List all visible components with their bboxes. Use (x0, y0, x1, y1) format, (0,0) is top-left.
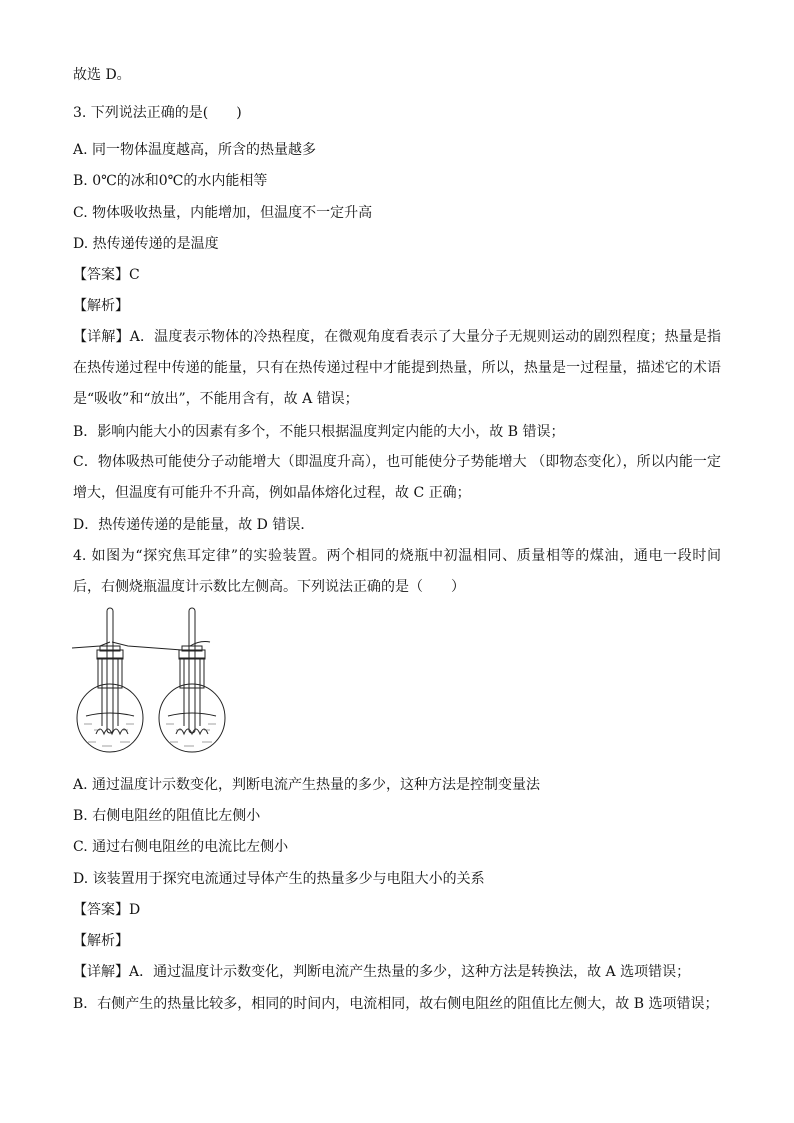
question-3-answer (73, 266, 140, 284)
question-3-option-a: A. 同一物体温度越高，所含的热量越多 (73, 142, 317, 158)
question-4-option-a: A. 通过温度计示数变化，判断电流产生热量的多少，这种方法是控制变量法 (73, 777, 541, 793)
question-4-stem: 4. 如图为“探究焦耳定律”的实验装置。两个相同的烧瓶中初温相同、质量相等的煤油，通电一段时间后，右侧烧瓶温度计示数比左侧高。下列说法正确的是（ ） (73, 548, 721, 595)
question-4-analysis-tag: 【解析】 (73, 933, 129, 949)
question-3-option-c: C. 物体吸收热量，内能增加，但温度不一定升高 (73, 205, 373, 221)
question-3-option-d: D. 热传递传递的是温度 (73, 236, 219, 252)
answer-value: C (129, 267, 140, 283)
detail-tag: 【详解】 (73, 964, 129, 980)
detail-text: A．温度表示物体的冷热程度，在微观角度看表示了大量分子无规则运动的剧烈程度；热量是指在热传递过程中传递的能量，只有在热传递过程中才能提到热量，所以，热量是一过程量，描述它的术语是“吸收”和“放出”，不能用含有，故 A 错误； (73, 329, 722, 407)
question-4-option-c: C. 通过右侧电阻丝的电流比左侧小 (73, 839, 289, 855)
conclusion-line: 故选 D。 (73, 67, 131, 83)
question-3-detail-c: C．物体吸热可能使分子动能增大（即温度升高），也可能使分子势能增大 （即物态变化），所以内能一定增大，但温度有可能升不升高，例如晶体熔化过程，故 C 正确； (73, 454, 721, 501)
detail-tag: 【详解】 (73, 329, 130, 345)
question-4-detail-a (73, 963, 690, 981)
joule-law-apparatus-figure (72, 606, 232, 761)
question-4-answer (73, 901, 140, 919)
question-3-analysis-tag: 【解析】 (73, 298, 129, 314)
question-3-detail-d: D．热传递传递的是能量，故 D 错误． (73, 517, 315, 533)
question-3-detail-b: B．影响内能大小的因素有多个，不能只根据温度判定内能的大小，故 B 错误； (73, 424, 565, 440)
answer-tag: 【答案】 (73, 902, 129, 918)
detail-text: A．通过温度计示数变化，判断电流产生热量的多少，这种方法是转换法，故 A 选项错误； (129, 964, 691, 980)
question-3-option-b: B. 0℃的冰和0℃的水内能相等 (73, 173, 268, 189)
question-3-detail-a (73, 322, 721, 415)
answer-value: D (129, 902, 141, 918)
question-4-option-b: B. 右侧电阻丝的阻值比左侧小 (73, 808, 261, 824)
question-3-stem: 3. 下列说法正确的是( ) (73, 105, 242, 121)
question-4-detail-b: B．右侧产生的热量比较多，相同的时间内，电流相同，故右侧电阻丝的阻值比左侧大，故 B 选项错误； (73, 996, 719, 1012)
answer-tag: 【答案】 (73, 267, 129, 283)
question-4-option-d: D. 该装置用于探究电流通过导体产生的热量多少与电阻大小的关系 (73, 871, 485, 887)
